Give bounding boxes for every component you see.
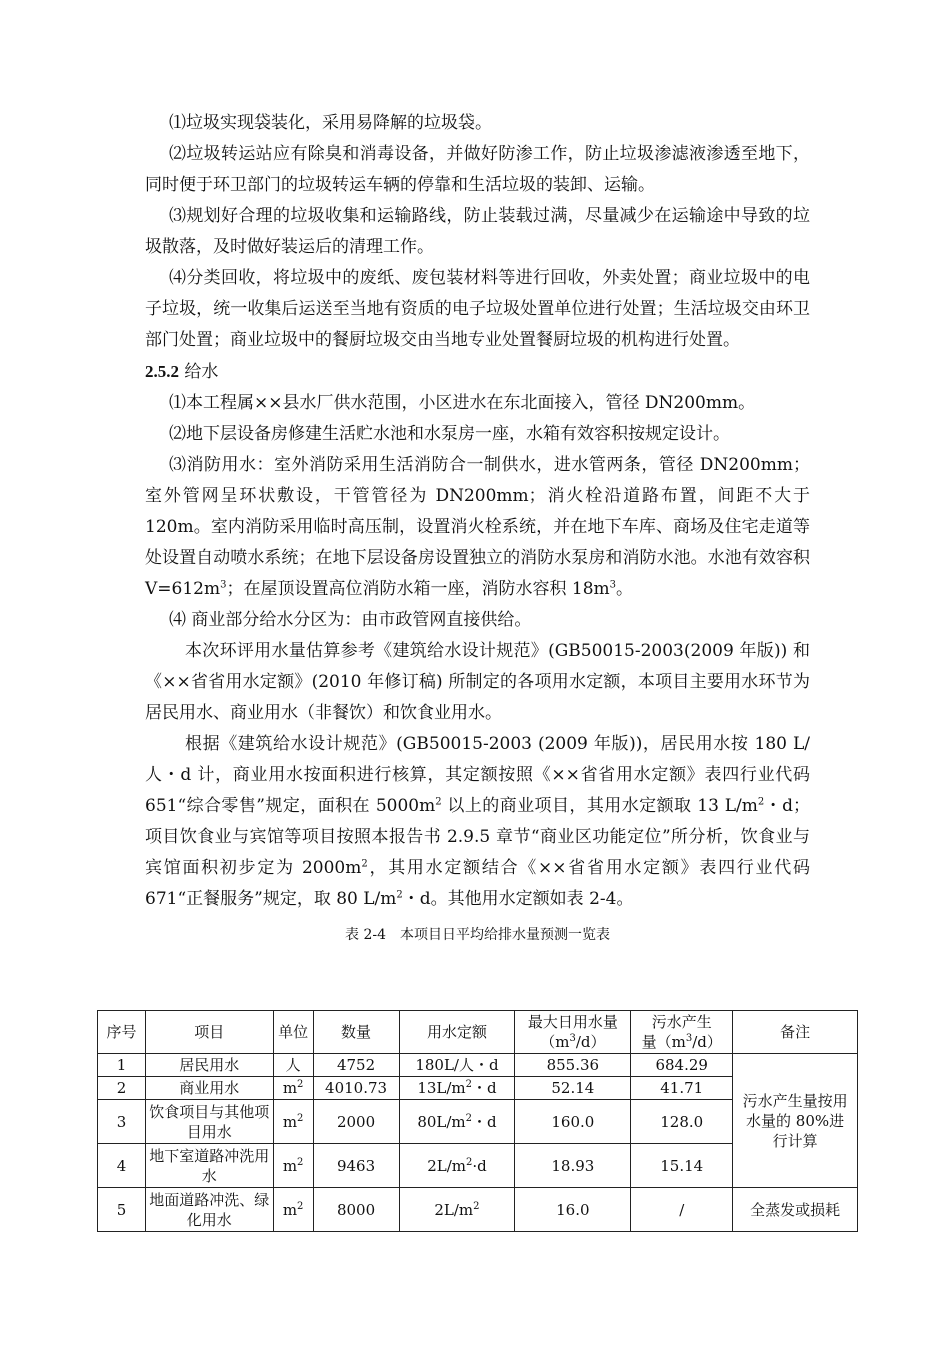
- cell-max: 160.0: [515, 1100, 631, 1144]
- quota-text: 2L/m: [427, 1156, 466, 1175]
- text-run: ，其用水定额结合《××省省用水定额》表四行业代码 671“正餐服务”规定，取 80 L/m: [145, 858, 810, 909]
- cell-qty: 4752: [313, 1054, 399, 1077]
- cell-max: 52.14: [515, 1077, 631, 1100]
- header-max: [515, 1011, 631, 1054]
- paragraph-garbage-2: ⑵垃圾转运站应有除臭和消毒设备，并做好防渗工作，防止垃圾渗滤液渗透至地下，同时便于环卫部门的垃圾转运车辆的停靠和生活垃圾的装卸、运输。: [145, 144, 810, 195]
- text-run: ・d；项目饮食业与宾馆等项目按照本报告书 2.9.5 章节“商业区功能定位”所分析，饮食业与宾馆面积初步定为 2000m: [145, 796, 810, 878]
- superscript: 2: [297, 1079, 304, 1090]
- cell-unit: [273, 1188, 313, 1232]
- text-run: ；在屋顶设置高位消防水箱一座，消防水容积 18m: [226, 579, 610, 599]
- cell-seq: 1: [98, 1054, 146, 1077]
- paragraph-garbage-1: ⑴垃圾实现袋装化，采用易降解的垃圾袋。: [169, 113, 492, 133]
- cell-item: 地面道路冲洗、绿化用水: [145, 1188, 273, 1232]
- superscript: 3: [569, 1033, 576, 1044]
- cell-item: 地下室道路冲洗用水: [145, 1144, 273, 1188]
- header-text: /d）: [692, 1033, 722, 1051]
- superscript: 2: [297, 1156, 304, 1168]
- superscript: 3: [685, 1033, 693, 1044]
- document-body: [145, 108, 810, 949]
- paragraph-estimate-2: [145, 729, 810, 915]
- cell-seq: 3: [98, 1100, 146, 1144]
- superscript: 2: [465, 1156, 473, 1168]
- text-run: 根据《建筑给水设计规范》(GB50015-2003 (2009 年版))，居民用水按 180 L/人・d 计，商业用水按面积进行核算，其定额按照《××省省用水定额》表四行业代码 651“综合零售”规定，面积在 5000m: [145, 734, 810, 816]
- cell-quota: [399, 1100, 515, 1144]
- text-run: 以上的商业项目，其用水定额取 13 L/m: [441, 796, 758, 816]
- cell-qty: 4010.73: [313, 1077, 399, 1100]
- unit-text: m: [282, 1112, 298, 1131]
- cell-sewage: 41.71: [631, 1077, 733, 1100]
- quota-tail: ·d: [472, 1156, 487, 1175]
- superscript: 2: [297, 1112, 304, 1124]
- section-heading: [145, 356, 810, 388]
- cell-unit: [273, 1054, 313, 1077]
- cell-unit: [273, 1100, 313, 1144]
- header-text: /d）: [575, 1033, 606, 1051]
- paragraph-water-4: ⑷ 商业部分给水分区为：由市政管网直接供给。: [169, 610, 532, 630]
- cell-max: 16.0: [515, 1188, 631, 1232]
- quota-text: 180L/人・d: [415, 1056, 499, 1074]
- cell-unit: [273, 1144, 313, 1188]
- header-quota: 用水定额: [399, 1011, 515, 1054]
- quota-text: 13L/m: [417, 1079, 466, 1097]
- superscript: 2: [396, 889, 403, 901]
- header-text: 量（m: [641, 1033, 686, 1051]
- cell-seq: 5: [98, 1188, 146, 1232]
- text-run: ⑶消防用水：室外消防采用生活消防合一制供水，进水管两条，管径 DN200mm；室外管网呈环状敷设，干管管径为 DN200mm；消火栓沿道路布置，间距不大于 120m。室内消防采用临时高压制，设置消火栓系统，并在地下车库、商场及住宅走道等处设置自动喷水系统；在地下层设备房设置独立的消防水泵房和消防水池。水池有效容积 V=612m: [145, 455, 810, 599]
- cell-sewage: /: [631, 1188, 733, 1232]
- header-note: 备注: [733, 1011, 858, 1054]
- table-header-row: [98, 1011, 858, 1054]
- header-text: 最大日用水量: [527, 1013, 618, 1031]
- cell-max: 18.93: [515, 1144, 631, 1188]
- paragraph-garbage-3: ⑶规划好合理的垃圾收集和运输路线，防止装载过满，尽量减少在运输途中导致的垃圾散落，及时做好装运后的清理工作。: [145, 206, 810, 257]
- superscript: 2: [361, 858, 368, 870]
- superscript: 2: [465, 1112, 473, 1124]
- cell-sewage: 128.0: [631, 1100, 733, 1144]
- header-item: 项目: [145, 1011, 273, 1054]
- cell-quota: [399, 1077, 515, 1100]
- quota-tail: ・d: [472, 1112, 497, 1131]
- superscript: 2: [757, 796, 765, 808]
- table-caption: 表 2-4 本项目日平均给排水量预测一览表: [345, 927, 610, 943]
- superscript: 3: [609, 579, 616, 591]
- cell-item: 商业用水: [145, 1077, 273, 1100]
- unit-text: m: [282, 1079, 298, 1097]
- text-run: 。: [616, 579, 633, 599]
- cell-seq: 4: [98, 1144, 146, 1188]
- cell-qty: 2000: [313, 1100, 399, 1144]
- cell-max: 855.36: [515, 1054, 631, 1077]
- header-qty: 数量: [313, 1011, 399, 1054]
- header-text: （m: [540, 1033, 570, 1051]
- paragraph-water-2: ⑵地下层设备房修建生活贮水池和水泵房一座，水箱有效容积按规定设计。: [169, 424, 730, 444]
- paragraph-estimate-1: 本次环评用水量估算参考《建筑给水设计规范》(GB50015-2003(2009 年版)) 和《××省省用水定额》(2010 年修订稿) 所制定的各项用水定额，本项目主要用水环节为居民用水、商业用水（非餐饮）和饮食业用水。: [145, 641, 810, 723]
- header-unit: 单位: [273, 1011, 313, 1054]
- cell-item: 居民用水: [145, 1054, 273, 1077]
- header-seq: 序号: [98, 1011, 146, 1054]
- superscript: 2: [297, 1200, 304, 1212]
- paragraph-water-1: ⑴本工程属××县水厂供水范围，小区进水在东北面接入，管径 DN200mm。: [169, 393, 756, 413]
- unit-text: 人: [285, 1056, 301, 1074]
- cell-qty: 9463: [313, 1144, 399, 1188]
- table-row: [98, 1054, 858, 1077]
- water-table: [97, 1010, 858, 1232]
- cell-note: 全蒸发或损耗: [733, 1188, 858, 1232]
- paragraph-water-3: [145, 450, 810, 605]
- superscript: 2: [465, 1079, 473, 1090]
- cell-quota: [399, 1054, 515, 1077]
- table-row: [98, 1188, 858, 1232]
- cell-note-merged: 污水产生量按用水量的 80%进行计算: [733, 1054, 858, 1188]
- cell-sewage: 684.29: [631, 1054, 733, 1077]
- cell-unit: [273, 1077, 313, 1100]
- cell-quota: [399, 1144, 515, 1188]
- header-text: 污水产生: [651, 1013, 712, 1031]
- cell-quota: [399, 1188, 515, 1232]
- superscript: 3: [220, 579, 227, 591]
- superscript: 2: [473, 1200, 480, 1212]
- unit-text: m: [282, 1200, 298, 1219]
- paragraph-garbage-4: ⑷分类回收，将垃圾中的废纸、废包装材料等进行回收，外卖处置；商业垃圾中的电子垃圾，统一收集后运送至当地有资质的电子垃圾处置单位进行处置；生活垃圾交由环卫部门处置；商业垃圾中的餐厨垃圾交由当地专业处置餐厨垃圾的机构进行处置。: [145, 268, 810, 350]
- section-title: 给水: [184, 362, 219, 382]
- header-sewage: [631, 1011, 733, 1054]
- quota-text: 80L/m: [417, 1112, 466, 1131]
- quota-text: 2L/m: [434, 1200, 474, 1219]
- cell-seq: 2: [98, 1077, 146, 1100]
- section-number: 2.5.2: [145, 362, 179, 381]
- cell-sewage: 15.14: [631, 1144, 733, 1188]
- unit-text: m: [282, 1156, 298, 1175]
- text-run: ・d。其他用水定额如表 2-4。: [402, 889, 634, 909]
- cell-item: 饮食项目与其他项目用水: [145, 1100, 273, 1144]
- superscript: 2: [435, 796, 442, 808]
- quota-tail: ・d: [472, 1079, 497, 1097]
- cell-qty: 8000: [313, 1188, 399, 1232]
